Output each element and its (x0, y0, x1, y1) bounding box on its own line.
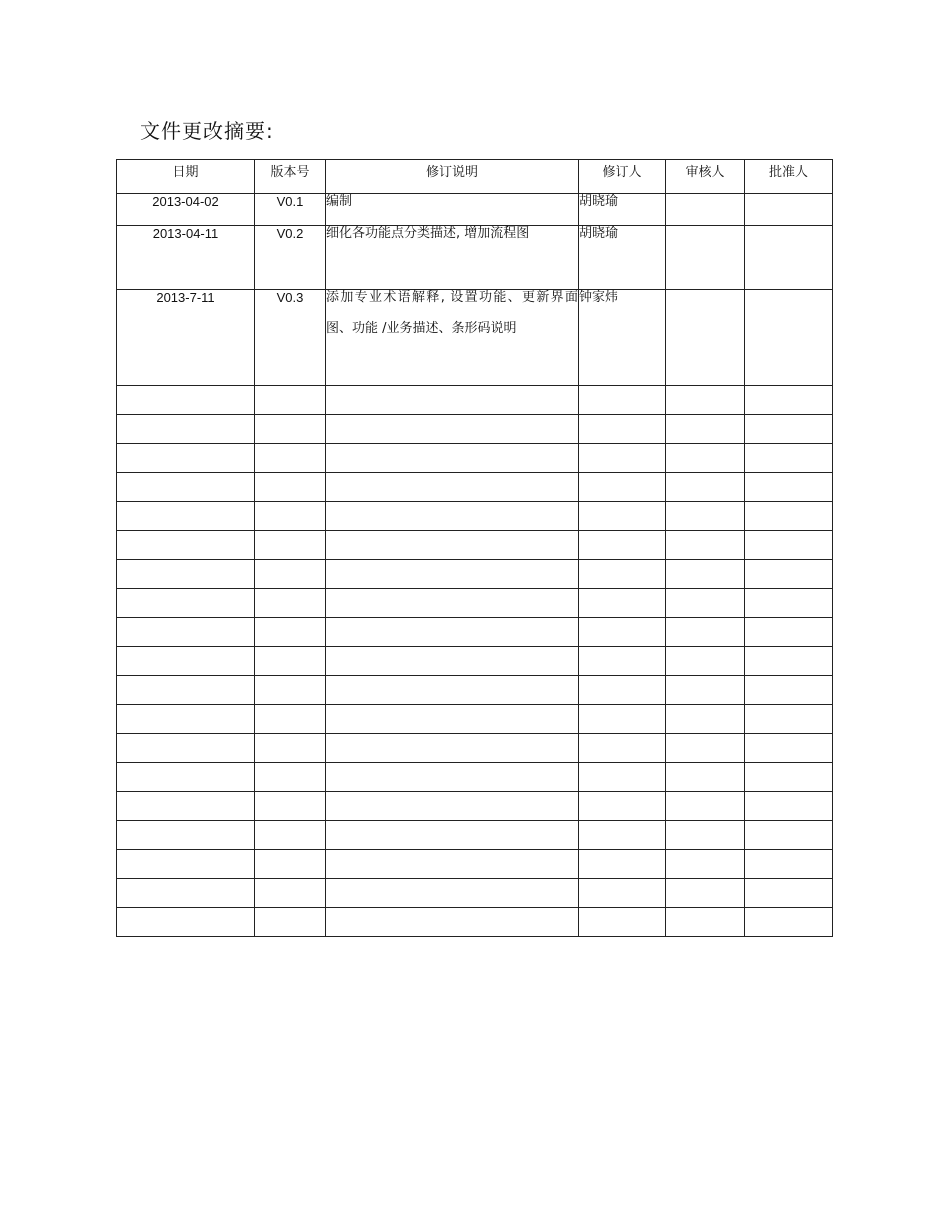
cell-approver (745, 386, 833, 415)
cell-description (326, 444, 579, 473)
table-row-empty (117, 763, 833, 792)
cell-date (117, 444, 255, 473)
cell-approver (745, 415, 833, 444)
cell-auditor (666, 560, 745, 589)
header-auditor: 审核人 (666, 160, 745, 194)
table-row-empty (117, 560, 833, 589)
table-row-empty (117, 502, 833, 531)
table-row-empty (117, 792, 833, 821)
cell-description (326, 879, 579, 908)
cell-auditor (666, 444, 745, 473)
cell-version (255, 531, 326, 560)
cell-auditor (666, 850, 745, 879)
header-approver: 批准人 (745, 160, 833, 194)
cell-approver (745, 290, 833, 386)
table-row-empty (117, 705, 833, 734)
cell-approver (745, 879, 833, 908)
cell-auditor (666, 879, 745, 908)
cell-description: 编制 (326, 194, 579, 226)
cell-version (255, 560, 326, 589)
cell-reviser (579, 444, 666, 473)
cell-description (326, 473, 579, 502)
cell-version (255, 676, 326, 705)
cell-auditor (666, 386, 745, 415)
header-version: 版本号 (255, 160, 326, 194)
cell-date: 2013-7-11 (117, 290, 255, 386)
table-row-empty (117, 908, 833, 937)
cell-version (255, 908, 326, 937)
cell-date: 2013-04-11 (117, 226, 255, 290)
table-row-empty (117, 676, 833, 705)
cell-description (326, 618, 579, 647)
cell-reviser (579, 879, 666, 908)
cell-auditor (666, 734, 745, 763)
cell-description (326, 589, 579, 618)
cell-description (326, 531, 579, 560)
cell-approver (745, 850, 833, 879)
cell-date (117, 734, 255, 763)
cell-description: 添加专业术语解释, 设置功能、更新界面图、功能 /业务描述、条形码说明 (326, 290, 579, 386)
cell-reviser (579, 502, 666, 531)
cell-auditor (666, 589, 745, 618)
header-description: 修订说明 (326, 160, 579, 194)
cell-description (326, 415, 579, 444)
cell-reviser (579, 792, 666, 821)
table-row (117, 290, 833, 386)
cell-version (255, 589, 326, 618)
cell-date (117, 415, 255, 444)
cell-reviser (579, 618, 666, 647)
cell-description (326, 647, 579, 676)
cell-description (326, 792, 579, 821)
table-row-empty (117, 589, 833, 618)
cell-date (117, 850, 255, 879)
table-row-empty (117, 734, 833, 763)
cell-version: V0.3 (255, 290, 326, 386)
cell-version (255, 647, 326, 676)
cell-reviser (579, 821, 666, 850)
cell-reviser: 钟家炜 (579, 290, 666, 386)
table-row-empty (117, 415, 833, 444)
cell-date (117, 618, 255, 647)
cell-auditor (666, 705, 745, 734)
cell-reviser (579, 734, 666, 763)
cell-auditor (666, 473, 745, 502)
cell-approver (745, 531, 833, 560)
cell-auditor (666, 821, 745, 850)
cell-approver (745, 444, 833, 473)
cell-description (326, 705, 579, 734)
cell-version (255, 821, 326, 850)
cell-auditor (666, 647, 745, 676)
cell-approver (745, 226, 833, 290)
table-row-empty (117, 473, 833, 502)
cell-approver (745, 763, 833, 792)
cell-reviser (579, 386, 666, 415)
cell-description (326, 386, 579, 415)
cell-approver (745, 734, 833, 763)
cell-description (326, 734, 579, 763)
table-row-empty (117, 850, 833, 879)
cell-version (255, 850, 326, 879)
cell-version (255, 618, 326, 647)
header-reviser: 修订人 (579, 160, 666, 194)
table-row-empty (117, 879, 833, 908)
cell-version (255, 734, 326, 763)
cell-reviser (579, 647, 666, 676)
cell-date (117, 502, 255, 531)
cell-approver (745, 821, 833, 850)
cell-reviser (579, 473, 666, 502)
cell-description (326, 763, 579, 792)
cell-description (326, 560, 579, 589)
cell-approver (745, 792, 833, 821)
cell-approver (745, 705, 833, 734)
cell-date (117, 763, 255, 792)
cell-reviser (579, 589, 666, 618)
cell-reviser (579, 560, 666, 589)
document-title: 文件更改摘要: (140, 119, 274, 143)
cell-version (255, 879, 326, 908)
cell-description: 细化各功能点分类描述, 增加流程图 (326, 226, 579, 290)
cell-date (117, 386, 255, 415)
cell-auditor (666, 676, 745, 705)
cell-auditor (666, 763, 745, 792)
cell-date (117, 792, 255, 821)
revision-history-table (116, 159, 833, 937)
cell-version (255, 502, 326, 531)
cell-description (326, 502, 579, 531)
cell-auditor (666, 290, 745, 386)
cell-reviser (579, 763, 666, 792)
cell-date (117, 705, 255, 734)
cell-approver (745, 647, 833, 676)
cell-version (255, 386, 326, 415)
cell-approver (745, 908, 833, 937)
cell-date (117, 879, 255, 908)
cell-approver (745, 589, 833, 618)
cell-reviser (579, 415, 666, 444)
cell-approver (745, 560, 833, 589)
cell-version: V0.1 (255, 194, 326, 226)
cell-date (117, 473, 255, 502)
cell-approver (745, 618, 833, 647)
cell-description (326, 850, 579, 879)
table-row-empty (117, 444, 833, 473)
table-row-empty (117, 618, 833, 647)
cell-auditor (666, 226, 745, 290)
cell-auditor (666, 531, 745, 560)
cell-approver (745, 473, 833, 502)
cell-version (255, 792, 326, 821)
cell-reviser: 胡晓瑜 (579, 226, 666, 290)
cell-description (326, 908, 579, 937)
cell-reviser (579, 908, 666, 937)
cell-approver (745, 502, 833, 531)
cell-auditor (666, 502, 745, 531)
cell-auditor (666, 415, 745, 444)
cell-date (117, 531, 255, 560)
cell-auditor (666, 908, 745, 937)
cell-reviser (579, 850, 666, 879)
cell-approver (745, 676, 833, 705)
cell-reviser: 胡晓瑜 (579, 194, 666, 226)
cell-approver (745, 194, 833, 226)
cell-description (326, 676, 579, 705)
cell-reviser (579, 676, 666, 705)
cell-date (117, 676, 255, 705)
table-row-empty (117, 386, 833, 415)
table-row (117, 226, 833, 290)
cell-auditor (666, 618, 745, 647)
cell-auditor (666, 194, 745, 226)
cell-date (117, 560, 255, 589)
cell-version (255, 763, 326, 792)
table-row-empty (117, 647, 833, 676)
cell-version: V0.2 (255, 226, 326, 290)
header-date: 日期 (117, 160, 255, 194)
cell-reviser (579, 705, 666, 734)
table-row-empty (117, 821, 833, 850)
cell-version (255, 473, 326, 502)
cell-version (255, 705, 326, 734)
table-row-empty (117, 531, 833, 560)
cell-reviser (579, 531, 666, 560)
cell-version (255, 444, 326, 473)
cell-auditor (666, 792, 745, 821)
cell-date (117, 908, 255, 937)
cell-date (117, 589, 255, 618)
cell-description (326, 821, 579, 850)
cell-date: 2013-04-02 (117, 194, 255, 226)
cell-date (117, 647, 255, 676)
cell-date (117, 821, 255, 850)
cell-version (255, 415, 326, 444)
